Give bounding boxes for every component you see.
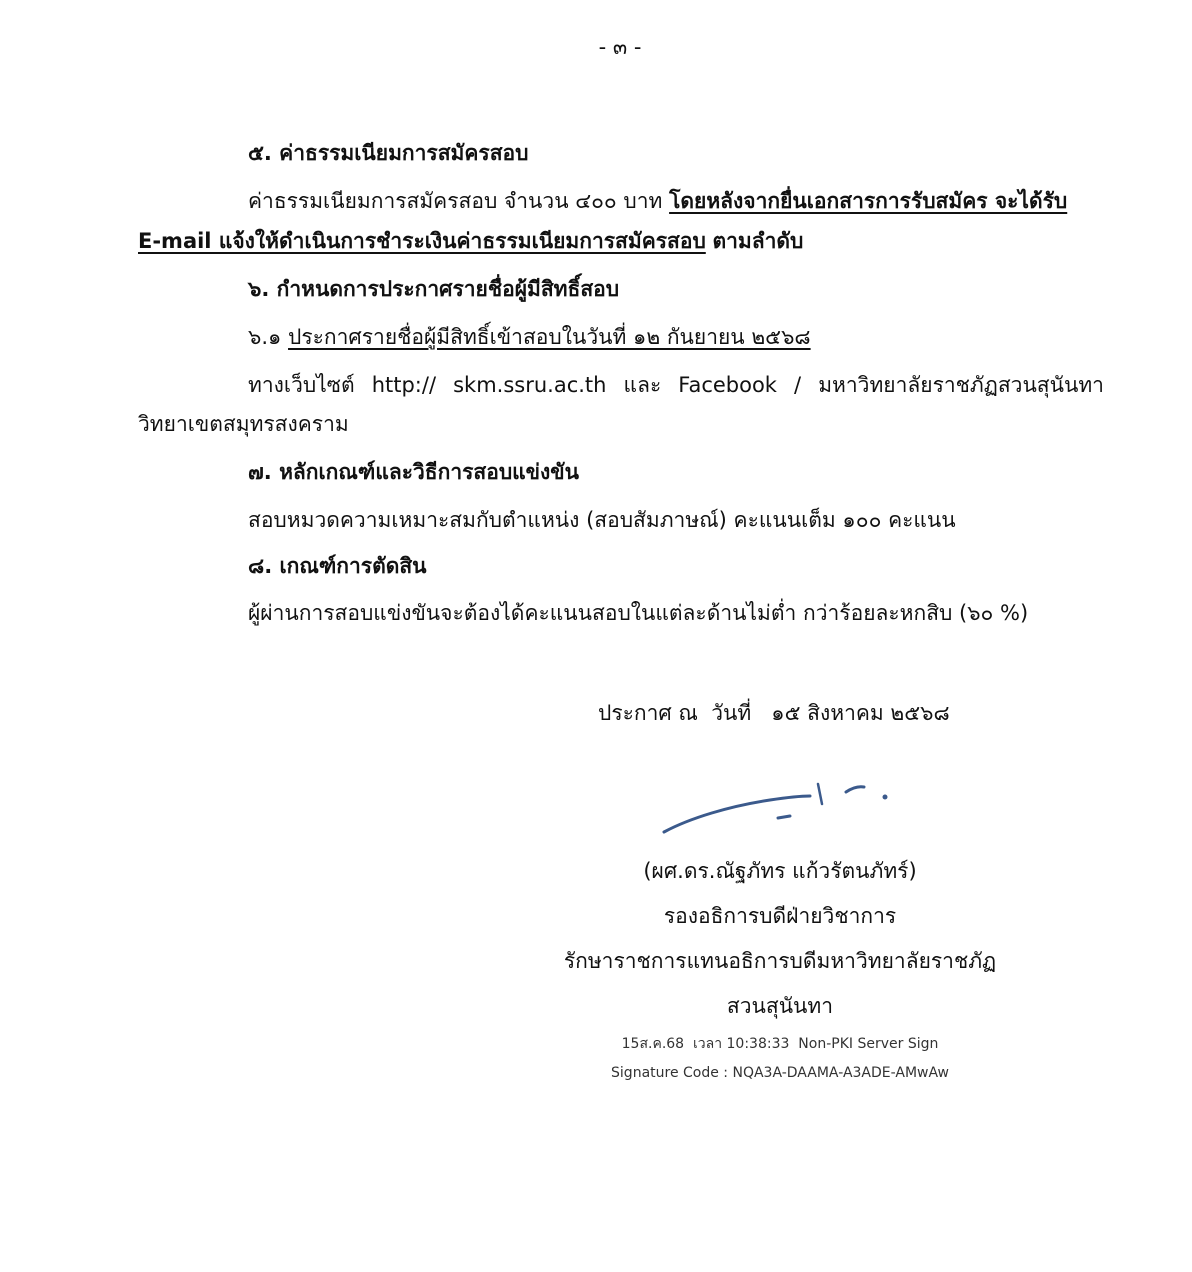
item-number: ๖.๑ <box>248 325 282 349</box>
section-8-heading: ๘. เกณฑ์การตัดสิน <box>248 554 427 578</box>
section-7-heading: ๗. หลักเกณฑ์และวิธีการสอบแข่งขัน <box>248 460 580 484</box>
website-word: http:// <box>371 373 437 397</box>
email-note-bold: E-mail แจ้งให้ดำเนินการชำระเงินค่าธรรมเนียมการสมัครสอบ <box>138 229 706 253</box>
fee-note-bold: โดยหลังจากยื่นเอกสารการรับสมัคร จะได้รับ <box>669 189 1068 213</box>
announcement-date-text: ประกาศรายชื่อผู้มีสิทธิ์เข้าสอบในวันที่ ๑๒ กันยายน ๒๕๖๘ <box>288 325 811 349</box>
section-8-text: ผู้ผ่านการสอบแข่งขันจะต้องได้คะแนนสอบในแต่ละด้านไม่ต่ำ กว่าร้อยละหกสิบ (๖๐ %) <box>248 601 1029 625</box>
website-word: ทางเว็บไซต์ <box>248 373 355 397</box>
facebook-text: Facebook <box>678 373 777 397</box>
section-6-item-1 <box>248 322 811 352</box>
e-sign-code: Signature Code : NQA3A-DAAMA-A3ADE-AMwAw <box>611 1065 949 1081</box>
signer-position-3: สวนสุนันทา <box>726 994 834 1018</box>
signer-position-2: รักษาราชการแทนอธิการบดีมหาวิทยาลัยราชภัฏ <box>563 949 997 973</box>
section-5-paragraph-line-2 <box>138 226 803 256</box>
website-word: / <box>794 373 802 397</box>
section-6-heading: ๖. กำหนดการประกาศรายชื่อผู้มีสิทธิ์สอบ <box>248 277 620 301</box>
signer-name: (ผศ.ดร.ณัฐภัทร แก้วรัตนภัทร์) <box>643 859 917 883</box>
section-7-text: สอบหมวดความเหมาะสมกับตำแหน่ง (สอบสัมภาษณ์) คะแนนเต็ม ๑๐๐ คะแนน <box>248 508 956 532</box>
website-word: และ <box>623 373 662 397</box>
e-sign-timestamp: 15ส.ค.68 เวลา 10:38:33 Non-PKI Server Sign <box>621 1036 939 1052</box>
website-line <box>248 370 1104 400</box>
website-url: skm.ssru.ac.th <box>453 373 607 397</box>
section-5-paragraph-line-1 <box>248 186 1067 216</box>
in-order-text: ตามลำดับ <box>712 229 804 253</box>
page-number: - ๓ - <box>598 35 642 59</box>
fee-amount-text: ค่าธรรมเนียมการสมัครสอบ จำนวน ๔๐๐ บาท <box>248 189 663 213</box>
campus-name: วิทยาเขตสมุทรสงคราม <box>138 412 349 436</box>
university-name: มหาวิทยาลัยราชภัฏสวนสุนันทา <box>818 373 1104 397</box>
section-5-heading: ๕. ค่าธรรมเนียมการสมัครสอบ <box>248 141 529 165</box>
announcement-date: ประกาศ ณ วันที่ ๑๕ สิงหาคม ๒๕๖๘ <box>598 701 950 725</box>
signer-position-1: รองอธิการบดีฝ่ายวิชาการ <box>663 904 897 928</box>
handwritten-signature <box>650 770 910 850</box>
